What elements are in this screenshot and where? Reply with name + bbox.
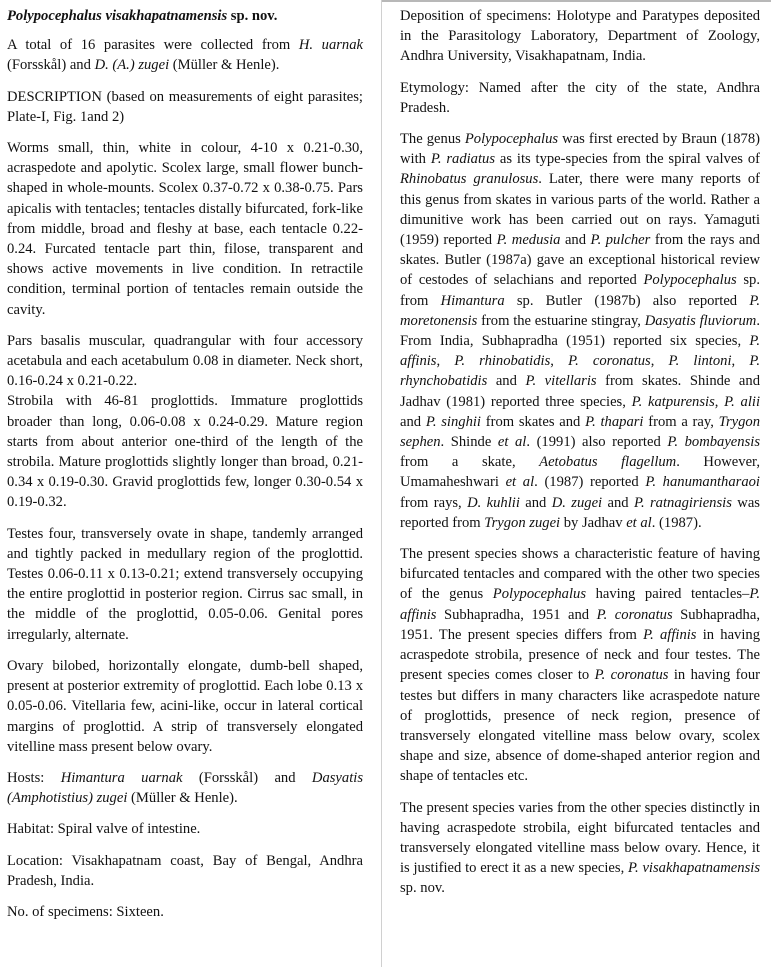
species-title — [7, 6, 363, 26]
italic-run: P. ratnagiriensis — [633, 494, 732, 511]
text-run: , — [731, 353, 750, 370]
italic-run: P. coronatus — [594, 667, 669, 684]
text-run: , — [650, 353, 669, 370]
italic-run: Dasyatis (Amphotistius) zugei — [7, 769, 363, 807]
species-title-suffix: sp. nov. — [227, 8, 278, 24]
italic-run: D. (A.) zugei — [94, 57, 170, 74]
left-column — [7, 6, 363, 933]
italic-run: Rhinobatus granulosus — [400, 171, 539, 188]
italic-run: Himantura uarnak — [60, 769, 183, 786]
italic-run: P. medusia — [496, 232, 561, 249]
italic-run: Dasyatis fluviorum — [644, 312, 757, 329]
italic-run: P. rhynchobatidis — [400, 353, 760, 390]
italic-run: P. alii — [724, 393, 761, 410]
italic-run: et al — [505, 474, 535, 491]
text-run: from a skate, — [400, 454, 540, 471]
text-run: was reported from — [400, 494, 760, 531]
description-heading: DESCRIPTION (based on measurements of eight parasites; Plate-I, Fig. 1and 2) — [7, 88, 363, 125]
location-paragraph: Location: Visakhapatnam coast, Bay of Bengal, Andhra Pradesh, India. — [7, 852, 363, 889]
italic-run: P. katpurensis — [631, 393, 715, 410]
text-run: and — [560, 232, 591, 249]
italic-run: P. bombayensis — [667, 434, 760, 451]
text-run: from a ray, — [643, 413, 719, 430]
italic-run: P. visakhapatnamensis — [628, 860, 760, 877]
italic-run: P. lintoni — [668, 353, 732, 370]
text-run: as its type-species from the spiral valves of — [495, 151, 760, 168]
text-run: sp. Butler (1987b) also reported — [504, 292, 750, 309]
text-run: from skates. Shinde and Jadhav (1981) reported three species, — [400, 373, 761, 410]
italic-run: P. affinis — [400, 586, 760, 623]
text-run: Subhapradha, 1951 and — [436, 606, 597, 623]
italic-run: et al — [626, 514, 652, 531]
italic-run: H. uarnak — [298, 37, 363, 54]
collection-paragraph — [7, 35, 363, 75]
text-run: (Müller & Henle). — [127, 790, 238, 807]
text-run: (Forsskål) and — [7, 57, 95, 74]
column-divider — [381, 0, 382, 967]
text-run: , — [436, 353, 455, 370]
strobila-paragraph: Strobila with 46-81 proglottids. Immature proglottids broader than long, 0.06-0.08 x 0.24-0.29. Mature region starts from about anterior one-third of the length of the strobila. Mature proglottids slightly longer than broad, 0.21-0.34 x 0.19-0.30. Gravid proglottids few, longer 0.30-0.54 x 0.19-0.32. — [7, 393, 363, 511]
text-run: . However, Umamaheshwari — [400, 454, 760, 491]
etymology-paragraph: Etymology: Named after the city of the state, Andhra Pradesh. — [400, 79, 760, 116]
text-run: and — [519, 494, 552, 511]
italic-run: P. rhinobatidis — [454, 353, 551, 370]
italic-run: et al — [497, 434, 527, 451]
italic-run: P. moretonensis — [400, 292, 760, 329]
italic-run: P. affinis — [400, 333, 760, 370]
specimens-paragraph: No. of specimens: Sixteen. — [7, 903, 164, 920]
italic-run: P. radiatus — [430, 151, 496, 168]
text-run: The present species varies from the other species distinctly in having acraspedote strobila, eight bifurcated tentacles and transversely elongated vitelline mass below ovary. Hence, it is justified to erect it as a new species, — [400, 799, 760, 877]
discussion-paragraph-1 — [400, 129, 760, 533]
italic-run: P. singhii — [425, 413, 481, 430]
text-run: sp. from — [400, 272, 760, 309]
text-run: and — [400, 413, 426, 430]
text-run: . (1991) also reported — [526, 434, 668, 451]
text-run: The present species shows a characteristic feature of having bifurcated tentacles and compared with the other two species of the genus — [400, 546, 760, 603]
hosts-paragraph — [7, 768, 363, 808]
italic-run: P. coronatus — [596, 606, 673, 623]
habitat-paragraph: Habitat: Spiral valve of intestine. — [7, 821, 201, 838]
text-run: having paired tentacles– — [586, 586, 750, 603]
top-rule — [381, 0, 771, 2]
text-run: A total of 16 parasites were collected from — [7, 37, 299, 54]
text-run: . (1987). — [651, 514, 702, 531]
text-run: sp. nov. — [400, 880, 445, 897]
text-run: , — [714, 393, 725, 410]
hosts-label: Hosts: — [7, 769, 61, 786]
text-run: Subhapradha, 1951. The present species differs from — [400, 606, 760, 643]
italic-run: D. kuhlii — [467, 494, 520, 511]
text-run: . Later, there were many reports of this genus from skates in various parts of the world. Rather a dimunitive work has been carried out on rays. Yamaguti (1959) reported — [400, 171, 760, 249]
worms-paragraph: Worms small, thin, white in colour, 4-10 x 0.21-0.30, acraspedote and apolytic. Scolex large, small flower bunch-shaped in whole-mounts. Scolex 0.37-0.72 x 0.38-0.75. Pars apicalis with tentacles; tentacles distally bifurcated, fork-like from middle, broad and fleshy at base, each tentacle 0.22-0.24. Furcated tentacle part thin, filose, transparent and shows active movements in live condition. In retractile condition, terminal portion of tentacles remain outside the cavity. — [7, 140, 363, 318]
text-run: from rays, — [400, 494, 468, 511]
text-run: in having acraspedote strobila, presence of neck and four testes. The present species comes closer to — [400, 626, 760, 684]
italic-run: D. zugei — [551, 494, 603, 511]
right-column — [400, 6, 760, 910]
italic-run: Himantura — [440, 292, 505, 309]
text-run: (Forsskål) and — [182, 769, 312, 786]
testes-paragraph: Testes four, transversely ovate in shape, tandemly arranged and tightly packed in medullary region of the proglottid. Testes 0.06-0.11 x 0.13-0.21; extend transversely occupying the entire proglottid in posterior region. Cirrus sac small, in the middle of the proglottid, 0.05-0.06. Genital pores irregularly, alternate. — [7, 525, 363, 643]
text-run: (Müller & Henle). — [169, 57, 280, 74]
italic-run: Trygon zugei — [484, 514, 561, 531]
text-run: from the rays and skates. Butler (1987a) gave an exceptional historical review of cestodes of selachians and reported — [400, 232, 760, 289]
italic-run: P. coronatus — [568, 353, 651, 370]
ovary-paragraph: Ovary bilobed, horizontally elongate, dumb-bell shaped, present at posterior extremity of proglottid. Each lobe 0.13 x 0.05-0.06. Vitellaria few, acini-like, occur in lateral cortical margins of proglottid. A strip of transversely elongated vitelline mass present below ovary. — [7, 657, 363, 755]
text-run: . (1987) reported — [534, 474, 646, 491]
italic-run: P. thapari — [585, 413, 644, 430]
text-run: The genus — [400, 131, 465, 148]
text-run: by Jadhav — [560, 514, 627, 531]
text-run: in having four testes but differs in many characters like acraspedote nature of proglottids, presence of neck region, presence of transversely elongated vitelline mass below ovary, scolex shape and size, absence of dome-shaped anterior region and shape of tentacles etc. — [400, 667, 760, 785]
italic-run: P. vitellaris — [525, 373, 597, 390]
discussion-paragraph-2 — [400, 544, 760, 786]
species-title-italic: Polypocephalus visakhapatnamensis — [7, 8, 228, 24]
italic-run: P. affinis — [643, 626, 697, 643]
italic-run: Trygon sephen — [400, 413, 760, 451]
deposition-paragraph: Deposition of specimens: Holotype and Paratypes deposited in the Parasitology Laboratory, Department of Zoology, Andhra University, Visakhapatnam, India. — [400, 8, 760, 65]
italic-run: Aetobatus flagellum — [539, 454, 677, 471]
conclusion-paragraph — [400, 798, 760, 899]
text-run: . From India, Subhapradha (1951) reported six species, — [400, 312, 760, 350]
italic-run: Polypocephalus — [643, 272, 737, 289]
italic-run: P. pulcher — [590, 232, 651, 249]
text-run: was first erected by Braun (1878) with — [400, 131, 760, 168]
italic-run: Polypocephalus — [492, 586, 587, 603]
text-run: from the estuarine stingray, — [477, 312, 645, 329]
text-run: . Shinde — [440, 434, 498, 451]
italic-run: Polypocephalus — [464, 131, 559, 148]
italic-run: P. hanumantharaoi — [645, 474, 760, 491]
pars-basalis-paragraph: Pars basalis muscular, quadrangular with four accessory acetabula and each acetabulum 0.08 in diameter. Neck short, 0.16-0.24 x 0.21-0.22. — [7, 332, 363, 390]
text-run: and — [602, 494, 634, 511]
text-run: from skates and — [481, 413, 586, 430]
text-run: , — [550, 353, 569, 370]
text-run: and — [487, 373, 526, 390]
